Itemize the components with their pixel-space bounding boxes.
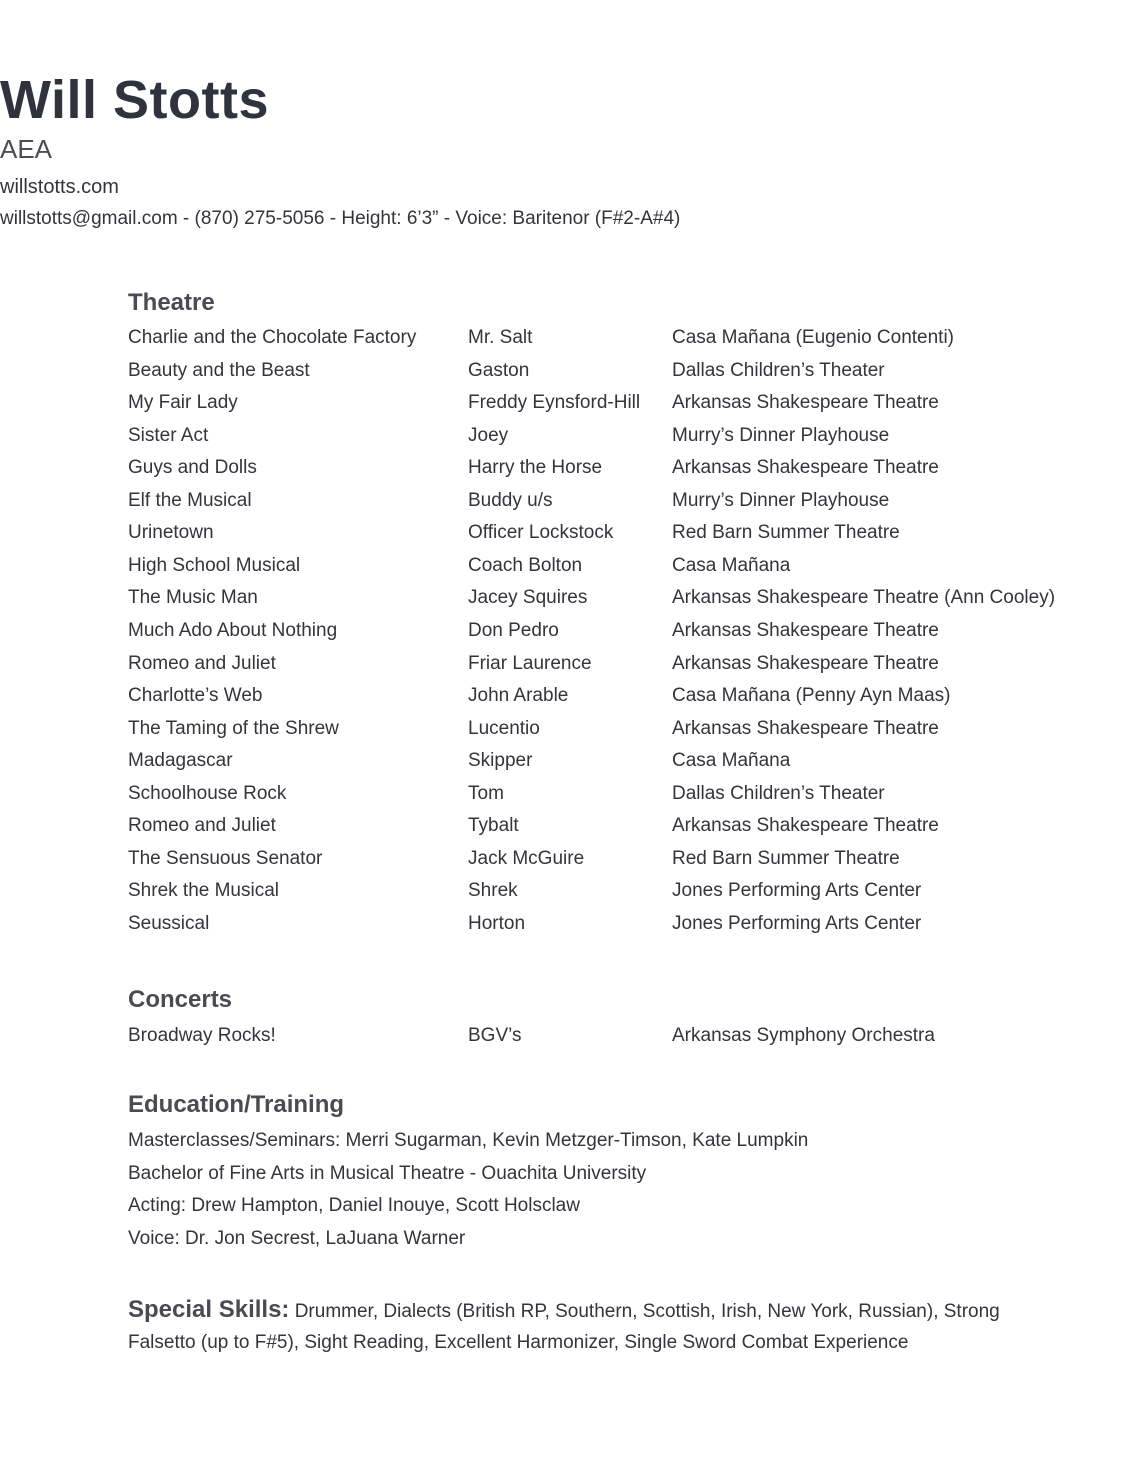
education-item: Masterclasses/Seminars: Merri Sugarman, Kevin Metzger-Timson, Kate Lumpkin (128, 1130, 809, 1151)
role-name: Jacey Squires (468, 587, 588, 609)
role-name: Gaston (468, 359, 530, 381)
venue-name: Red Barn Summer Theatre (672, 522, 900, 544)
show-title: My Fair Lady (128, 392, 238, 414)
venue-name: Murry’s Dinner Playhouse (672, 489, 890, 511)
show-title: Charlie and the Chocolate Factory (128, 327, 417, 348)
role-name: Coach Bolton (468, 554, 583, 576)
role-name: Lucentio (468, 717, 540, 739)
theatre-heading: Theatre (128, 289, 215, 316)
show-title: Romeo and Juliet (128, 815, 276, 837)
credit-row (0, 553, 1139, 585)
venue-name: Casa Mañana (672, 750, 791, 772)
special-skills-text: Drummer, Dialects (British RP, Southern, Scottish, Irish, New York, Russian), Strong Falsetto (up to F#5), Sight Reading, Excellent Harmonizer, Single Sword Combat Experience (128, 1301, 1000, 1353)
education-heading: Education/Training (128, 1091, 345, 1118)
venue-name: Dallas Children’s Theater (672, 359, 885, 381)
credit-row (0, 651, 1139, 683)
show-title: Much Ado About Nothing (128, 619, 338, 641)
venue-name: Arkansas Shakespeare Theatre (672, 717, 939, 739)
show-title: Shrek the Musical (128, 880, 280, 902)
venue-name: Arkansas Shakespeare Theatre (672, 815, 939, 837)
venue-name: Arkansas Shakespeare Theatre (672, 619, 939, 641)
role-name: Tybalt (468, 815, 519, 837)
role-name: Friar Laurence (468, 652, 592, 674)
role-name: Joey (468, 424, 509, 446)
role-name: John Arable (468, 685, 569, 707)
credit-row (0, 585, 1139, 617)
venue-name: Dallas Children’s Theater (672, 782, 885, 804)
show-title: Charlotte’s Web (128, 685, 263, 707)
role-name: BGV’s (468, 1025, 522, 1046)
venue-name: Jones Performing Arts Center (672, 912, 922, 934)
role-name: Officer Lockstock (468, 522, 614, 544)
contact-info: willstotts@gmail.com - (870) 275-5056 - Height: 6’3” - Voice: Baritenor (F#2-A#4) (0, 208, 681, 229)
website-link[interactable]: willstotts.com (0, 176, 119, 198)
credit-row (0, 1023, 1139, 1055)
role-name: Freddy Eynsford-Hill (468, 392, 641, 414)
show-title: Beauty and the Beast (128, 359, 310, 381)
credit-row (0, 911, 1139, 943)
venue-name: Arkansas Shakespeare Theatre (Ann Cooley) (672, 587, 1056, 609)
venue-name: Arkansas Shakespeare Theatre (672, 392, 939, 414)
show-title: Sister Act (128, 424, 209, 446)
credit-row (0, 618, 1139, 650)
venue-name: Casa Mañana (672, 554, 791, 576)
role-name: Harry the Horse (468, 457, 603, 479)
venue-name: Jones Performing Arts Center (672, 880, 922, 902)
credit-row (0, 423, 1139, 455)
credit-row (0, 781, 1139, 813)
education-item: Voice: Dr. Jon Secrest, LaJuana Warner (128, 1228, 466, 1250)
education-item: Bachelor of Fine Arts in Musical Theatre - Ouachita University (128, 1162, 647, 1184)
venue-name: Arkansas Shakespeare Theatre (672, 457, 939, 479)
show-title: Schoolhouse Rock (128, 782, 287, 804)
credit-row (0, 455, 1139, 487)
credit-row (0, 390, 1139, 422)
venue-name: Murry’s Dinner Playhouse (672, 424, 890, 446)
show-title: Urinetown (128, 522, 214, 544)
venue-name: Arkansas Symphony Orchestra (672, 1025, 935, 1046)
credit-row (0, 748, 1139, 780)
venue-name: Casa Mañana (Eugenio Contenti) (672, 327, 955, 348)
concerts-heading: Concerts (128, 986, 233, 1013)
credit-row (0, 683, 1139, 715)
show-title: Elf the Musical (128, 489, 252, 511)
venue-name: Arkansas Shakespeare Theatre (672, 652, 939, 674)
role-name: Shrek (468, 880, 518, 902)
venue-name: Red Barn Summer Theatre (672, 847, 900, 869)
show-title: Madagascar (128, 750, 233, 772)
credit-row (0, 520, 1139, 552)
credit-row (0, 488, 1139, 520)
credit-row (0, 358, 1139, 390)
show-title: Guys and Dolls (128, 457, 257, 479)
role-name: Don Pedro (468, 619, 559, 641)
role-name: Buddy u/s (468, 489, 553, 511)
credit-row (0, 716, 1139, 748)
credit-row (0, 325, 1139, 357)
role-name: Tom (468, 782, 504, 804)
actor-name: Will Stotts (0, 70, 269, 130)
credit-row (0, 878, 1139, 910)
union-affiliation: AEA (0, 134, 53, 164)
special-skills (128, 1294, 1068, 1358)
show-title: The Sensuous Senator (128, 847, 323, 869)
show-title: Romeo and Juliet (128, 652, 276, 674)
credit-row (0, 846, 1139, 878)
show-title: The Taming of the Shrew (128, 717, 339, 739)
venue-name: Casa Mañana (Penny Ayn Maas) (672, 685, 951, 707)
show-title: The Music Man (128, 587, 258, 609)
role-name: Jack McGuire (468, 847, 585, 869)
role-name: Horton (468, 912, 526, 934)
show-title: Seussical (128, 912, 210, 934)
special-skills-label: Special Skills: (128, 1296, 290, 1323)
show-title: High School Musical (128, 554, 301, 576)
role-name: Skipper (468, 750, 533, 772)
education-item: Acting: Drew Hampton, Daniel Inouye, Scott Holsclaw (128, 1195, 580, 1217)
show-title: Broadway Rocks! (128, 1025, 276, 1046)
role-name: Mr. Salt (468, 327, 533, 348)
credit-row (0, 813, 1139, 845)
